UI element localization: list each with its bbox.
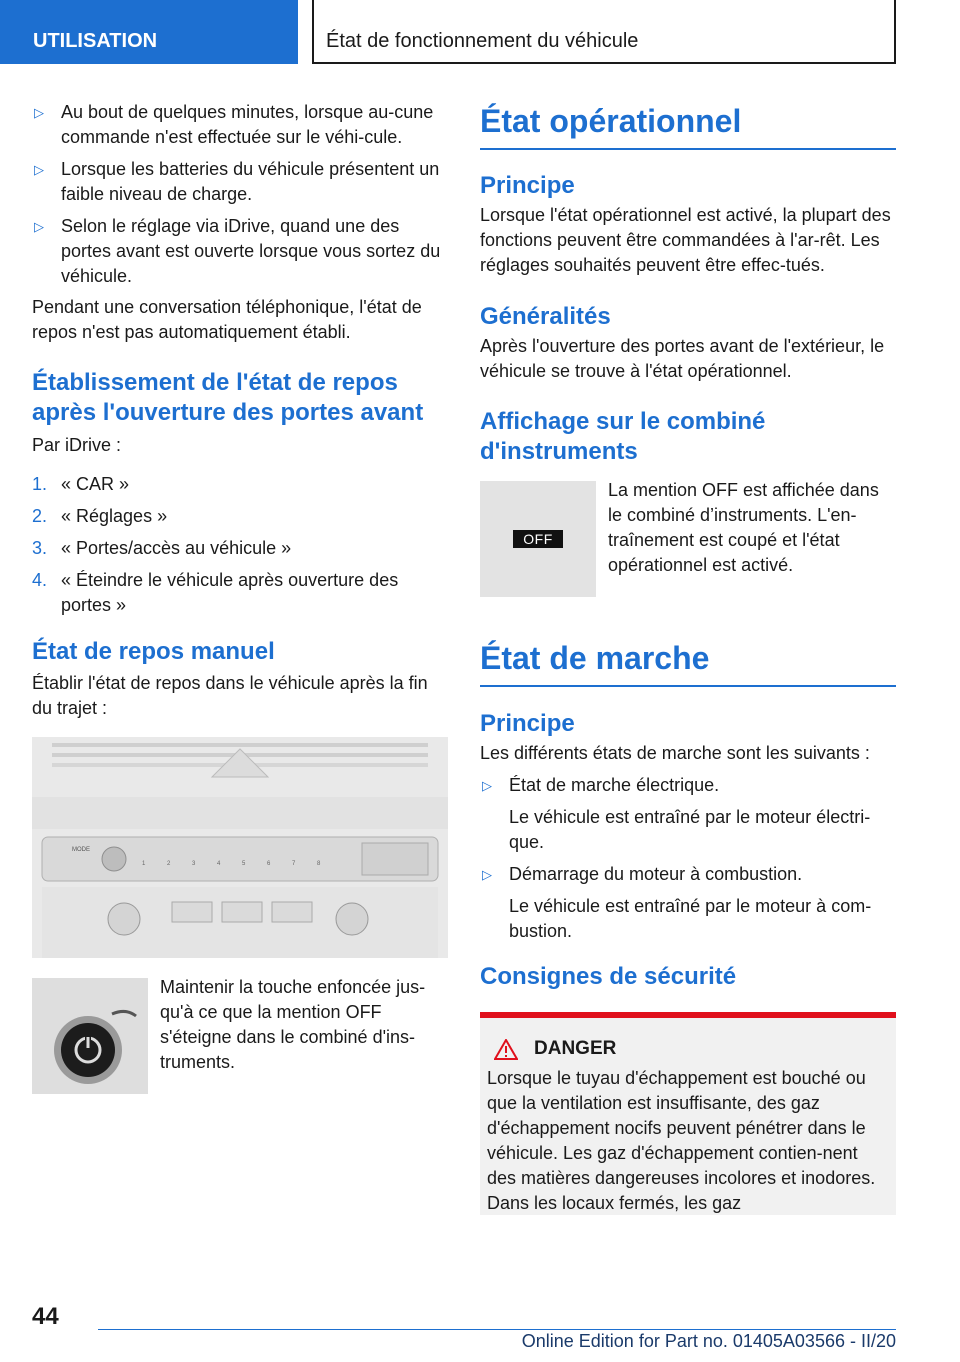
danger-label: DANGER [534,1038,617,1059]
step-item [32,472,448,497]
step-number: 2. [32,506,48,526]
list-item: ▷ Selon le réglage via iDrive, quand une des portes avant est ouverte lorsque vous sortez du véhicule. [32,214,448,289]
idrive-steps [32,472,448,618]
preset-key-label: 2 [167,861,171,867]
section-tab: UTILISATION [0,0,298,64]
preset-key-label: 7 [292,861,296,867]
mode-label: MODE [72,847,90,853]
step-item [32,504,448,529]
preset-key-label: 3 [192,861,196,867]
edition-footer: Online Edition for Part no. 01405A03566 - II/20 [521,1331,896,1351]
step-text: « Portes/accès au véhicule » [61,538,292,558]
via-idrive-text: Par iDrive : [32,435,122,455]
center-console-illustration [32,737,448,958]
preset-key-label: 5 [242,861,246,867]
page-number: 44 [32,1303,59,1330]
off-display-figure [480,481,896,597]
list-item-main: État de marche électrique. [509,775,720,795]
heading-rest-after-doors: Établissement de l'état de repos après l'ouverture des portes avant [32,369,424,426]
heading-safety: Consignes de sécurité [480,963,737,990]
left-column [32,100,448,1094]
display-text: La mention OFF est affichée dans le combiné d’instruments. L'en-traînement est coupé et l'état opérationnel est activé. [608,480,879,575]
list-item-detail: Le véhicule est entraîné par le moteur électri-que. [509,807,871,852]
instrument-cluster-photo [480,481,596,597]
heading-operational: État opérationnel [480,100,896,150]
step-text: « CAR » [61,474,130,494]
step-number: 3. [32,538,48,558]
step-number: 4. [32,570,48,590]
preset-key-label: 1 [142,861,146,867]
heading-manual-rest: État de repos manuel [32,638,275,665]
list-item [480,862,896,944]
danger-box [480,1012,896,1215]
list-item-main: Démarrage du moteur à combustion. [509,864,803,884]
danger-header [487,1038,888,1060]
list-item: ▷ Lorsque les batteries du véhicule présentent un faible niveau de charge. [32,157,448,207]
heading-running: État de marche [480,637,896,687]
principle-text: Les différents états de marche sont les suivants : [480,743,870,763]
step-item [32,536,448,561]
heading-principle: Principe [480,710,575,737]
preset-key-label: 6 [267,861,271,867]
step-item [32,568,448,618]
preset-key-label: 4 [217,861,221,867]
right-column [480,100,896,1215]
running-states-list [480,773,896,944]
call-note: Pendant une conversation téléphonique, l'état de repos n'est pas automatiquement établi. [32,297,422,342]
list-item [480,773,896,855]
step-text: « Éteindre le véhicule après ouverture des portes » [61,570,399,615]
off-badge: OFF [513,530,563,548]
list-item: ▷ Au bout de quelques minutes, lorsque au-cune commande n'est effectuée sur le véhi-cule. [32,100,448,150]
danger-text: Lorsque le tuyau d'échappement est bouché ou que la ventilation est insuffisante, des gaz d'échappement nocifs peuvent pénétrer dans le véhicule. Les gaz d'échappement contien-nent des matières dangereuses incolores et inodores. Dans les locaux fermés, les gaz [487,1068,876,1213]
center-console-photo [32,737,448,958]
warning-triangle-icon [494,1039,518,1060]
page-header-title: État de fonctionnement du véhicule [312,0,896,64]
step-number: 1. [32,474,48,494]
step-text: « Réglages » [61,506,168,526]
preset-key-label: 8 [317,861,321,867]
power-button-illustration [32,978,148,1094]
rest-conditions-list [32,100,448,289]
power-button-figure [32,978,448,1094]
power-button-photo [32,978,148,1094]
footer-divider [98,1329,896,1330]
heading-display: Affichage sur le combiné d'instruments [480,408,766,465]
list-item-detail: Le véhicule est entraîné par le moteur à com-bustion. [509,896,872,941]
heading-principle: Principe [480,172,575,199]
heading-general: Généralités [480,303,611,330]
manual-rest-text: Établir l'état de repos dans le véhicule après la fin du trajet : [32,673,428,718]
general-text: Après l'ouverture des portes avant de l'extérieur, le véhicule se trouve à l'état opérationnel. [480,336,885,381]
principle-text: Lorsque l'état opérationnel est activé, la plupart des fonctions peuvent être commandées à l'ar-rêt. Les réglages souhaités peuvent être effec-tués. [480,205,891,275]
hold-button-text: Maintenir la touche enfoncée jus-qu'à ce que la mention OFF s'éteigne dans le combiné d'ins-truments. [160,977,426,1072]
